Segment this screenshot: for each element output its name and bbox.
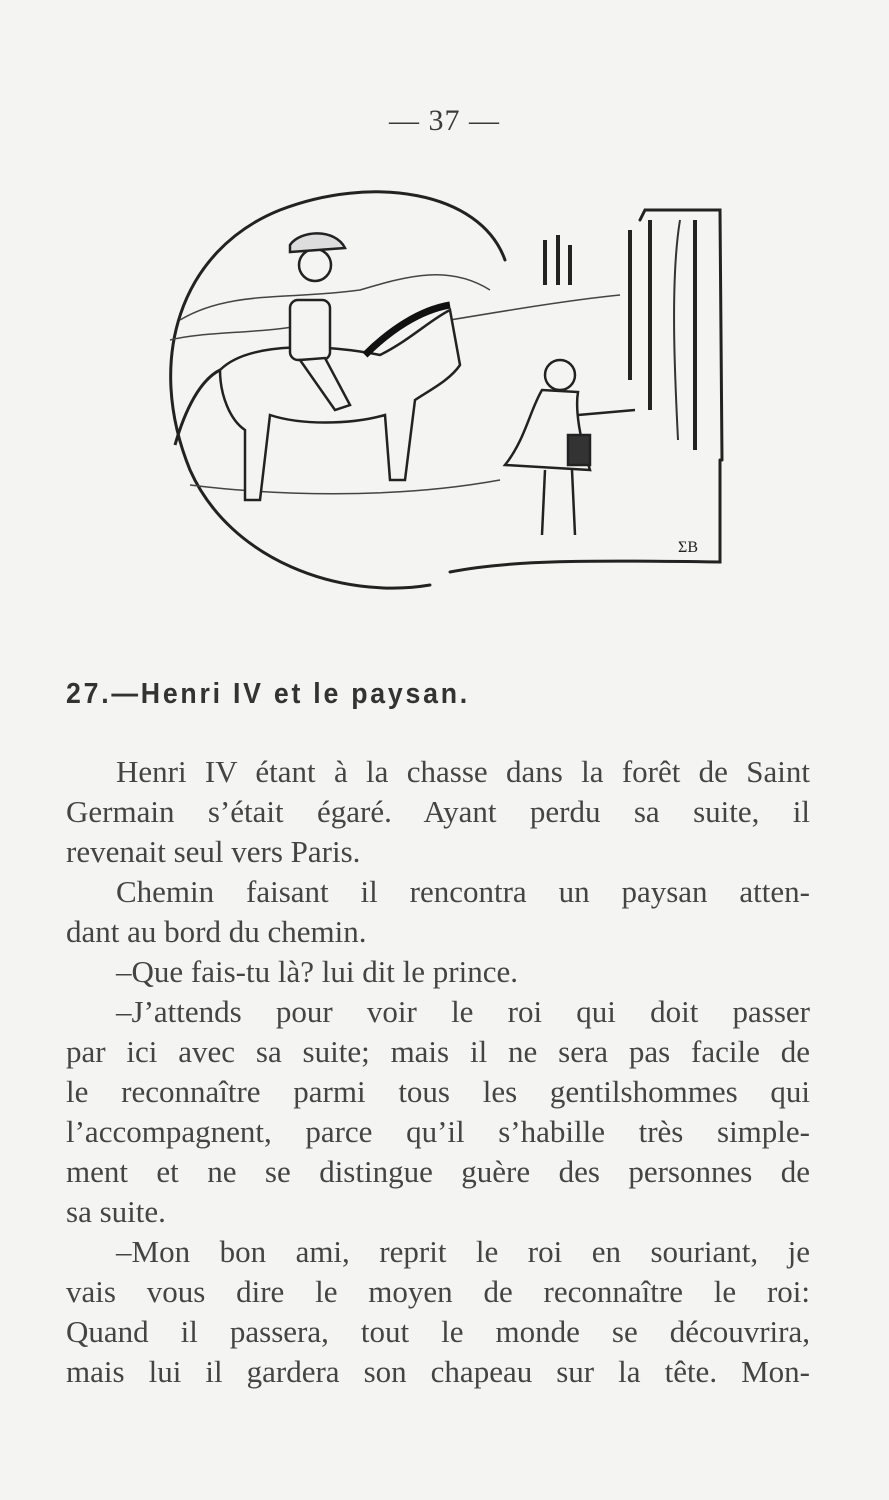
story-text (66, 752, 810, 1392)
text-line: Germain s’était égaré. Ayant perdu sa suite, il (66, 794, 810, 829)
text-line: Chemin faisant il rencontra un paysan atten- (116, 874, 810, 909)
text-line: vais vous dire le moyen de reconnaître le roi: (66, 1274, 810, 1309)
text-line: l’accompagnent, parce qu’il s’habille très simple- (66, 1114, 810, 1149)
text-line: –J’attends pour voir le roi qui doit passer (116, 994, 810, 1029)
chapter-title: 27.—Henri IV et le paysan. (66, 678, 470, 710)
text-line: –Que fais-tu là? lui dit le prince. (116, 954, 519, 989)
text-line: sa suite. (66, 1194, 166, 1229)
text-line: mais lui il gardera son chapeau sur la tête. Mon- (66, 1354, 810, 1389)
illustration-king-and-peasant (150, 180, 740, 600)
text-line: –Mon bon ami, reprit le roi en souriant, je (116, 1234, 810, 1269)
page-number: — 37 — (389, 104, 500, 137)
text-line: le reconnaître parmi tous les gentilshommes qui (66, 1074, 810, 1109)
text-line: ment et ne se distingue guère des personnes de (66, 1154, 810, 1189)
text-line: Quand il passera, tout le monde se découvrira, (66, 1314, 810, 1349)
text-line: dant au bord du chemin. (66, 914, 367, 949)
text-line: revenait seul vers Paris. (66, 834, 361, 869)
illustration-signature: ΣB (678, 539, 698, 556)
text-line: par ici avec sa suite; mais il ne sera pas facile de (66, 1034, 810, 1069)
text-line: Henri IV étant à la chasse dans la forêt de Saint (116, 754, 810, 789)
